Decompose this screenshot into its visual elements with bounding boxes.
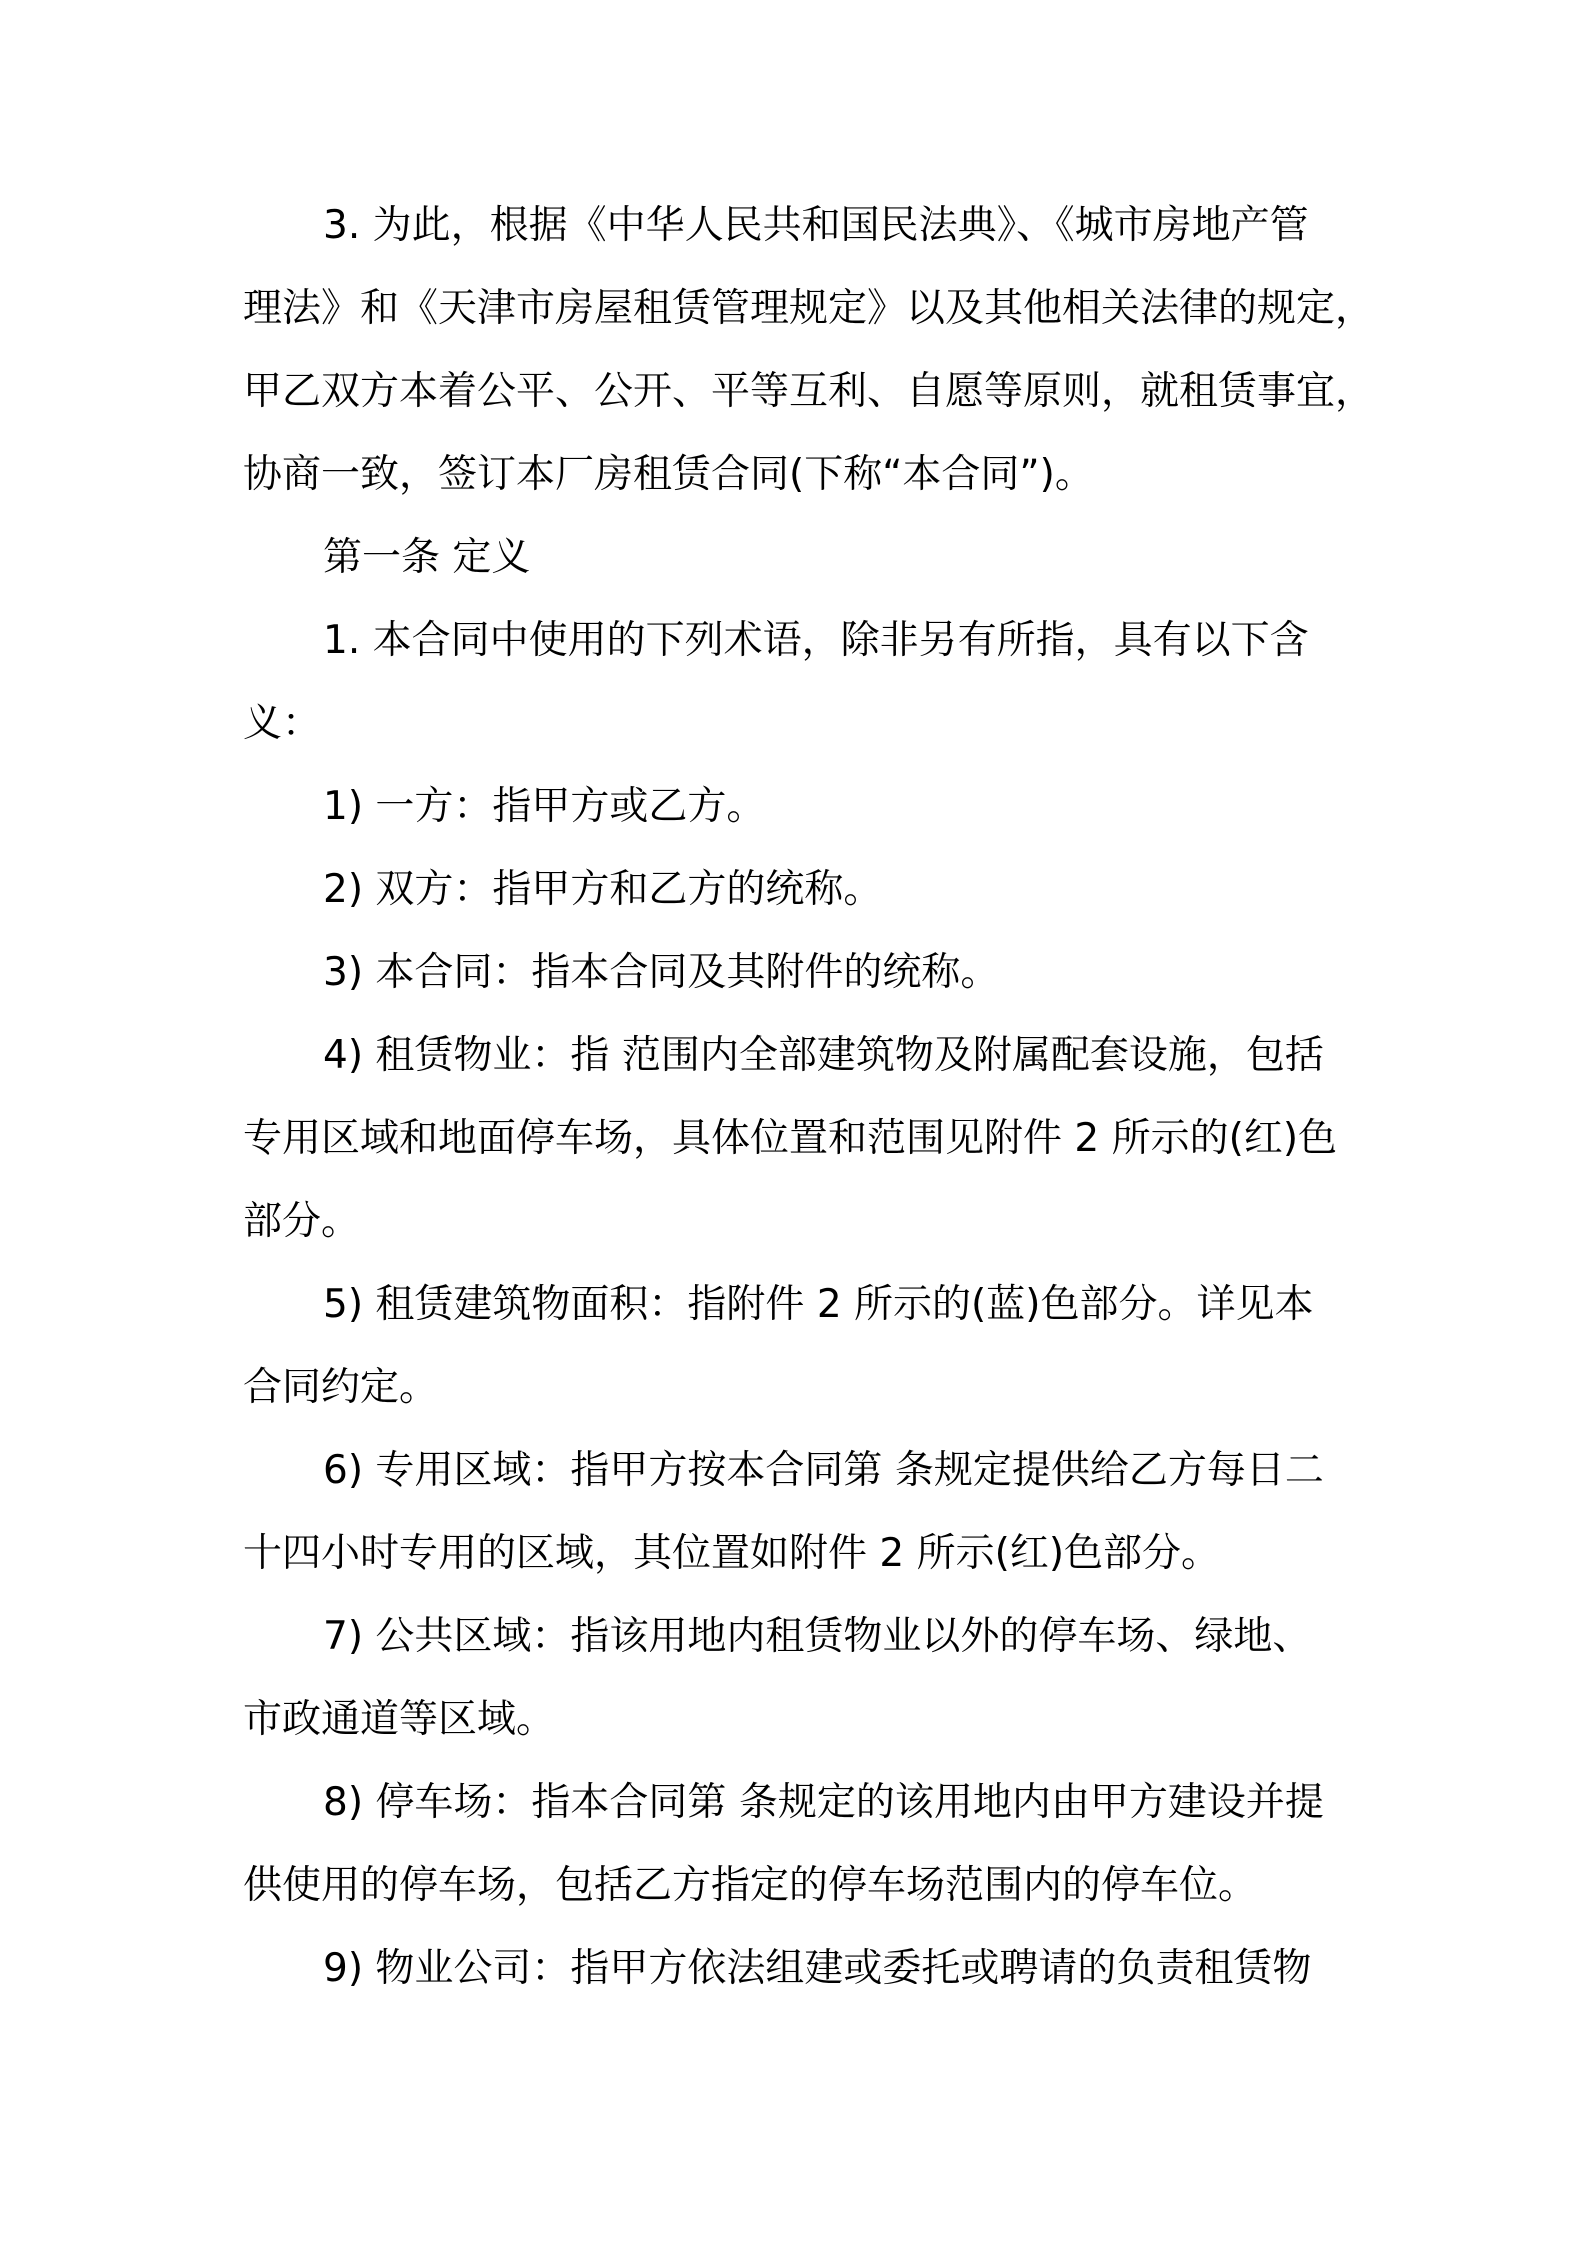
definition-6-line-2: 十四小时专用的区域，其位置如附件 2 所示(红)色部分。 — [243, 1531, 1221, 1576]
definition-2: 2) 双方：指甲方和乙方的统称。 — [323, 867, 883, 912]
definition-4-line-2: 专用区域和地面停车场，具体位置和范围见附件 2 所示的(红)色 — [243, 1116, 1338, 1161]
paragraph-3-line-3: 甲乙双方本着公平、公开、平等互利、自愿等原则，就租赁事宜， — [243, 369, 1375, 414]
definition-5-line-2: 合同约定。 — [243, 1365, 439, 1410]
paragraph-3-line-1: 3. 为此，根据《中华人民共和国民法典》、《城市房地产管 — [323, 203, 1309, 248]
definition-9-line-1: 9) 物业公司：指甲方依法组建或委托或聘请的负责租赁物 — [323, 1946, 1312, 1991]
definition-3: 3) 本合同：指本合同及其附件的统称。 — [323, 950, 1000, 995]
clause-1-line-2: 义： — [243, 701, 322, 746]
paragraph-3-line-4: 协商一致，签订本厂房租赁合同(下称“本合同”)。 — [243, 452, 1094, 497]
definition-4-line-1: 4) 租赁物业：指 范围内全部建筑物及附属配套设施，包括 — [323, 1033, 1324, 1078]
definition-6-line-1: 6) 专用区域：指甲方按本合同第 条规定提供给乙方每日二 — [323, 1448, 1324, 1493]
article-1-heading: 第一条 定义 — [323, 535, 531, 580]
definition-7-line-2: 市政通道等区域。 — [243, 1697, 556, 1742]
definition-7-line-1: 7) 公共区域：指该用地内租赁物业以外的停车场、绿地、 — [323, 1614, 1312, 1659]
clause-1-line-1: 1. 本合同中使用的下列术语，除非另有所指，具有以下含 — [323, 618, 1309, 663]
definition-5-line-1: 5) 租赁建筑物面积：指附件 2 所示的(蓝)色部分。详见本 — [323, 1282, 1314, 1327]
definition-4-line-3: 部分。 — [243, 1199, 361, 1244]
paragraph-3-line-2: 理法》和《天津市房屋租赁管理规定》以及其他相关法律的规定， — [243, 286, 1375, 331]
definition-1: 1) 一方：指甲方或乙方。 — [323, 784, 766, 829]
definition-8-line-1: 8) 停车场：指本合同第 条规定的该用地内由甲方建设并提 — [323, 1780, 1324, 1825]
definition-8-line-2: 供使用的停车场，包括乙方指定的停车场范围内的停车位。 — [243, 1863, 1258, 1908]
